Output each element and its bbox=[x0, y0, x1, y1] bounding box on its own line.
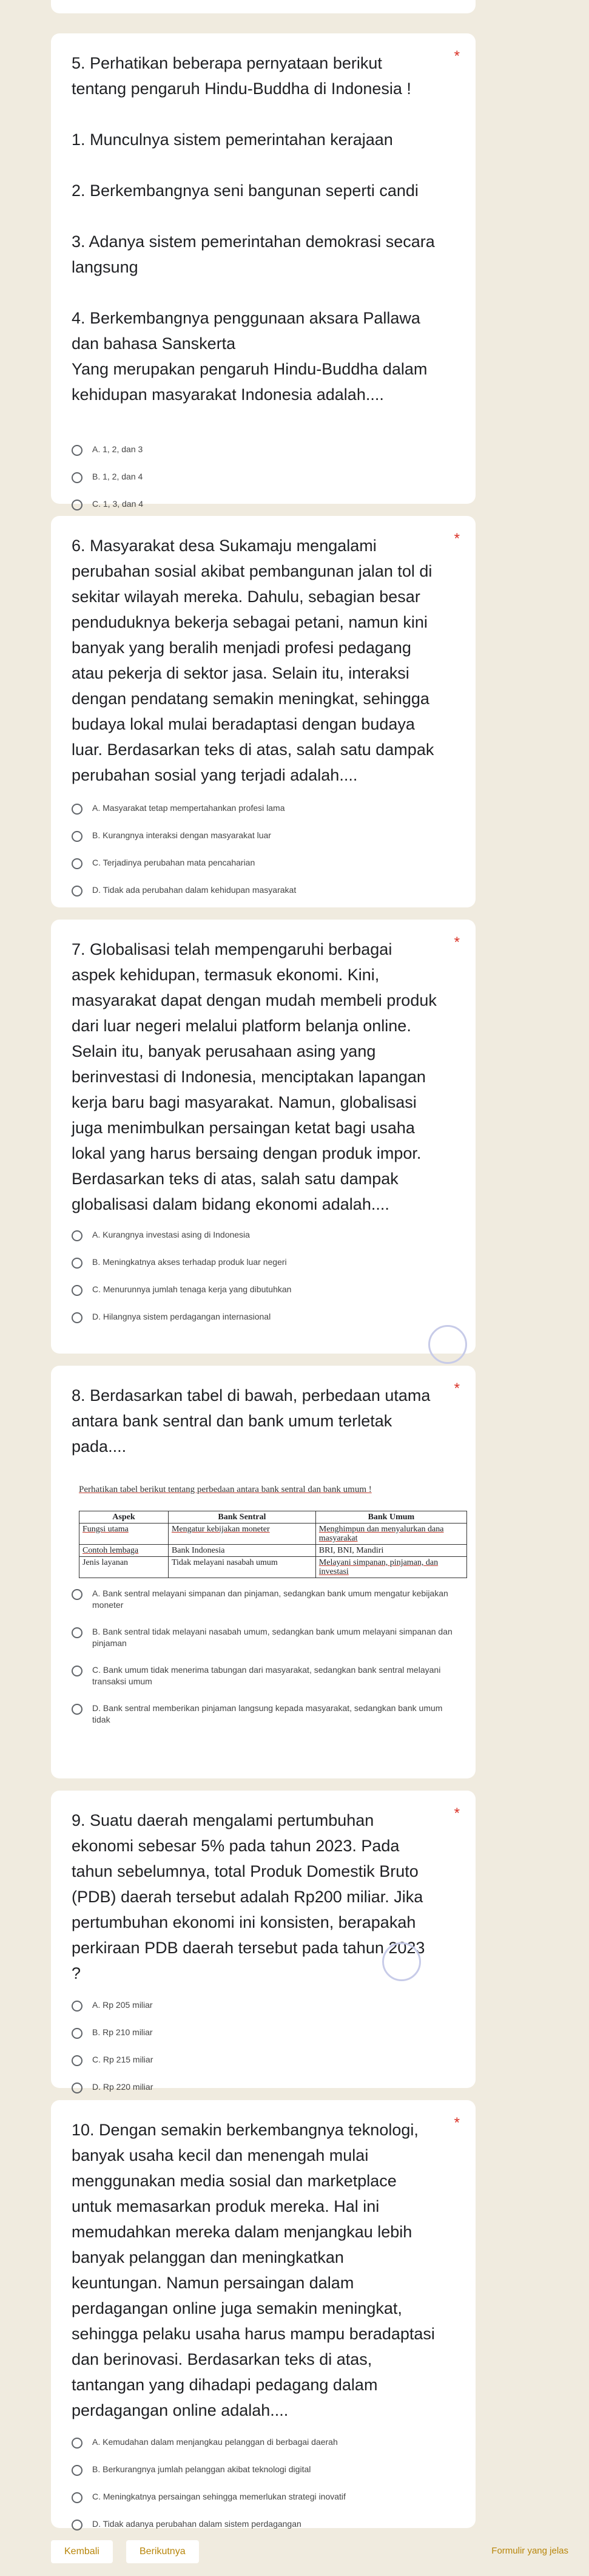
option-label: A. Bank sentral melayani simpanan dan pinjaman, sedangkan bank umum mengatur kebijakan moneter bbox=[92, 1588, 448, 1610]
required-marker: * bbox=[454, 2115, 460, 2131]
option-label: C. Terjadinya perubahan mata pencaharian bbox=[92, 858, 255, 867]
radio-circle-icon[interactable] bbox=[72, 2001, 82, 2012]
radio-option[interactable] bbox=[72, 1588, 455, 1611]
question-card-9 bbox=[51, 1791, 476, 2092]
clear-form-link[interactable]: Formulir yang jelas bbox=[491, 2546, 568, 2556]
question-title: 5. Perhatikan beberapa pernyataan berikut tentang pengaruh Hindu-Buddha di Indonesia ! 1. Munculnya sistem pemerintahan kerajaan 2. Berkembangnya seni bangunan seperti candi 3. Adanya sistem pemerintahan demokrasi secara langsung 4. Berkembangnya penggunaan aksara Pallawa dan bahasa Sanskerta Yang merupakan pengaruh Hindu-Buddha dalam kehidupan masyarakat Indonesia adalah.... bbox=[72, 54, 435, 404]
radio-option[interactable] bbox=[72, 830, 455, 842]
table-cell: BRI, BNI, Mandiri bbox=[315, 1545, 466, 1557]
option-label: B. Meningkatnya akses terhadap produk luar negeri bbox=[92, 1257, 287, 1267]
option-label: B. Berkurangnya jumlah pelanggan akibat teknologi digital bbox=[92, 2464, 311, 2474]
radio-option[interactable] bbox=[72, 1311, 455, 1323]
radio-option[interactable] bbox=[72, 1256, 455, 1269]
table-header-row bbox=[79, 1511, 467, 1524]
radio-group bbox=[72, 1229, 455, 1323]
radio-option[interactable] bbox=[72, 1626, 455, 1649]
option-label: A. 1, 2, dan 3 bbox=[92, 444, 143, 454]
option-label: B. 1, 2, dan 4 bbox=[92, 472, 143, 481]
required-marker: * bbox=[454, 1805, 460, 1822]
radio-option[interactable] bbox=[72, 2027, 455, 2039]
radio-circle-icon[interactable] bbox=[72, 2055, 82, 2066]
table-row bbox=[79, 1545, 467, 1557]
loading-spinner-icon bbox=[428, 1325, 467, 1364]
required-marker: * bbox=[454, 934, 460, 951]
radio-group bbox=[72, 1588, 455, 1726]
table-header: Aspek bbox=[79, 1511, 169, 1524]
table-image bbox=[79, 1485, 455, 1578]
radio-circle-icon[interactable] bbox=[72, 1666, 82, 1676]
option-label: A. Kurangnya investasi asing di Indonesia bbox=[92, 1230, 250, 1239]
table-header: Bank Sentral bbox=[168, 1511, 315, 1524]
radio-circle-icon[interactable] bbox=[72, 1285, 82, 1296]
option-label: D. Tidak adanya perubahan dalam sistem perdagangan bbox=[92, 2519, 301, 2529]
back-button[interactable]: Kembali bbox=[51, 2540, 113, 2563]
radio-option[interactable] bbox=[72, 471, 455, 483]
table-cell: Tidak melayani nasabah umum bbox=[168, 1557, 315, 1578]
radio-circle-icon[interactable] bbox=[72, 472, 82, 483]
required-marker: * bbox=[454, 48, 460, 64]
radio-circle-icon[interactable] bbox=[72, 1258, 82, 1269]
radio-group bbox=[72, 2436, 455, 2530]
question-card-8 bbox=[51, 1366, 476, 1778]
radio-circle-icon[interactable] bbox=[72, 1589, 82, 1600]
question-title: 7. Globalisasi telah mempengaruhi berbagai aspek kehidupan, termasuk ekonomi. Kini, masyarakat dapat dengan mudah membeli produk dari luar negeri melalui platform belanja online. Selain itu, banyak perusahaan asing yang berinvestasi di Indonesia, menciptakan lapangan kerja baru bagi masyarakat. Namun, globalisasi juga menimbulkan persaingan ketat bagi usaha lokal yang harus bersaing dengan produk impor. Berdasarkan teks di atas, salah satu dampak globalisasi dalam bidang ekonomi adalah.... bbox=[72, 940, 437, 1213]
table-cell: Menghimpun dan menyalurkan dana masyarakat bbox=[315, 1524, 466, 1545]
required-marker: * bbox=[454, 530, 460, 547]
radio-circle-icon[interactable] bbox=[72, 1627, 82, 1638]
radio-circle-icon[interactable] bbox=[72, 858, 82, 869]
option-label: C. Rp 215 miliar bbox=[92, 2055, 153, 2064]
required-marker: * bbox=[454, 1380, 460, 1397]
radio-option[interactable] bbox=[72, 2491, 455, 2503]
radio-circle-icon[interactable] bbox=[72, 500, 82, 510]
comparison-table bbox=[79, 1511, 467, 1578]
loading-spinner-icon bbox=[382, 1942, 421, 1981]
radio-option[interactable] bbox=[72, 2518, 455, 2530]
table-cell: Mengatur kebijakan moneter bbox=[168, 1524, 315, 1545]
radio-option[interactable] bbox=[72, 2464, 455, 2476]
option-label: B. Bank sentral tidak melayani nasabah umum, sedangkan bank umum melayani simpanan dan pinjaman bbox=[92, 1627, 453, 1648]
radio-circle-icon[interactable] bbox=[72, 886, 82, 897]
radio-circle-icon[interactable] bbox=[72, 2492, 82, 2503]
table-cell: Bank Indonesia bbox=[168, 1545, 315, 1557]
radio-option[interactable] bbox=[72, 2081, 455, 2093]
radio-circle-icon[interactable] bbox=[72, 445, 82, 456]
radio-option[interactable] bbox=[72, 1664, 455, 1687]
question-title: 10. Dengan semakin berkembangnya teknologi, banyak usaha kecil dan menengah mulai menggunakan media sosial dan marketplace untuk memasarkan produk mereka. Hal ini memudahkan mereka dalam menjangkau lebih banyak pelanggan dan meningkatkan keuntungan. Namun persaingan dalam perdagangan online juga semakin meningkat, sehingga pelaku usaha harus mampu beradaptasi dan berinovasi. Berdasarkan teks di atas, tantangan yang dihadapi pedagang dalam perdagangan online adalah.... bbox=[72, 2121, 440, 2419]
question-card-5 bbox=[51, 33, 476, 509]
option-label: C. Menurunnya jumlah tenaga kerja yang dibutuhkan bbox=[92, 1284, 292, 1294]
option-label: D. Tidak ada perubahan dalam kehidupan masyarakat bbox=[92, 885, 297, 895]
option-label: A. Masyarakat tetap mempertahankan profesi lama bbox=[92, 803, 285, 813]
radio-option[interactable] bbox=[72, 1703, 455, 1726]
radio-option[interactable] bbox=[72, 2054, 455, 2066]
table-row bbox=[79, 1557, 467, 1578]
radio-option[interactable] bbox=[72, 444, 455, 456]
option-label: D. Bank sentral memberikan pinjaman langsung kepada masyarakat, sedangkan bank umum tidak bbox=[92, 1703, 443, 1724]
question-card-6 bbox=[51, 516, 476, 907]
question-card-10 bbox=[51, 2100, 476, 2528]
radio-circle-icon[interactable] bbox=[72, 1230, 82, 1241]
table-cell: Contoh lembaga bbox=[79, 1545, 169, 1557]
option-label: A. Rp 205 miliar bbox=[92, 2000, 153, 2010]
radio-circle-icon[interactable] bbox=[72, 831, 82, 842]
option-label: B. Kurangnya interaksi dengan masyarakat luar bbox=[92, 830, 271, 840]
option-label: A. Kemudahan dalam menjangkau pelanggan di berbagai daerah bbox=[92, 2437, 338, 2447]
option-label: C. Bank umum tidak menerima tabungan dari masyarakat, sedangkan bank sentral melayani transaksi umum bbox=[92, 1665, 441, 1686]
radio-group bbox=[72, 802, 455, 897]
previous-question-card bbox=[51, 0, 476, 13]
radio-circle-icon[interactable] bbox=[72, 2028, 82, 2039]
option-label: D. Rp 220 miliar bbox=[92, 2082, 153, 2092]
radio-option[interactable] bbox=[72, 1284, 455, 1296]
option-label: B. Rp 210 miliar bbox=[92, 2027, 153, 2037]
radio-group bbox=[72, 1999, 455, 2093]
radio-option[interactable] bbox=[72, 1229, 455, 1241]
option-label: C. 1, 3, dan 4 bbox=[92, 499, 144, 509]
question-title: 8. Berdasarkan tabel di bawah, perbedaan utama antara bank sentral dan bank umum terletak pada.... bbox=[72, 1386, 435, 1456]
radio-option[interactable] bbox=[72, 1999, 455, 2012]
table-cell: Melayani simpanan, pinjaman, dan investasi bbox=[315, 1557, 466, 1578]
radio-circle-icon[interactable] bbox=[72, 1704, 82, 1715]
next-button[interactable]: Berikutnya bbox=[126, 2540, 199, 2563]
table-header: Bank Umum bbox=[315, 1511, 466, 1524]
question-card-7 bbox=[51, 920, 476, 1354]
table-cell: Fungsi utama bbox=[79, 1524, 169, 1545]
question-title: 9. Suatu daerah mengalami pertumbuhan ekonomi sebesar 5% pada tahun 2023. Pada tahun sebelumnya, total Produk Domestik Bruto (PDB) daerah tersebut adalah Rp200 miliar. Jika pertumbuhan ekonomi ini konsisten, berapakah perkiraan PDB daerah tersebut pada tahun 2023 ? bbox=[72, 1811, 429, 1982]
table-row bbox=[79, 1524, 467, 1545]
option-label: D. Hilangnya sistem perdagangan internasional bbox=[92, 1312, 271, 1321]
radio-circle-icon[interactable] bbox=[72, 2520, 82, 2530]
radio-option[interactable] bbox=[72, 2436, 455, 2449]
radio-circle-icon[interactable] bbox=[72, 1312, 82, 1323]
radio-option[interactable] bbox=[72, 857, 455, 869]
radio-circle-icon[interactable] bbox=[72, 2083, 82, 2093]
radio-circle-icon[interactable] bbox=[72, 804, 82, 815]
radio-circle-icon[interactable] bbox=[72, 2465, 82, 2476]
radio-circle-icon[interactable] bbox=[72, 2438, 82, 2449]
radio-option[interactable] bbox=[72, 884, 455, 897]
table-title: Perhatikan tabel berikut tentang perbedaan antara bank sentral dan bank umum ! bbox=[79, 1485, 372, 1494]
table-cell: Jenis layanan bbox=[79, 1557, 169, 1578]
radio-option[interactable] bbox=[72, 802, 455, 815]
question-title: 6. Masyarakat desa Sukamaju mengalami perubahan sosial akibat pembangunan jalan tol di sekitar wilayah mereka. Dahulu, sebagian besar penduduknya bekerja sebagai petani, namun kini banyak yang beralih menjadi profesi pedagang atau pekerja di sektor jasa. Selain itu, interaksi dengan pendatang semakin meningkat, sehingga budaya lokal mulai beradaptasi dengan budaya luar. Berdasarkan teks di atas, salah satu dampak perubahan sosial yang terjadi adalah.... bbox=[72, 537, 439, 784]
option-label: C. Meningkatnya persaingan sehingga memerlukan strategi inovatif bbox=[92, 2492, 346, 2501]
radio-option[interactable] bbox=[72, 498, 455, 510]
